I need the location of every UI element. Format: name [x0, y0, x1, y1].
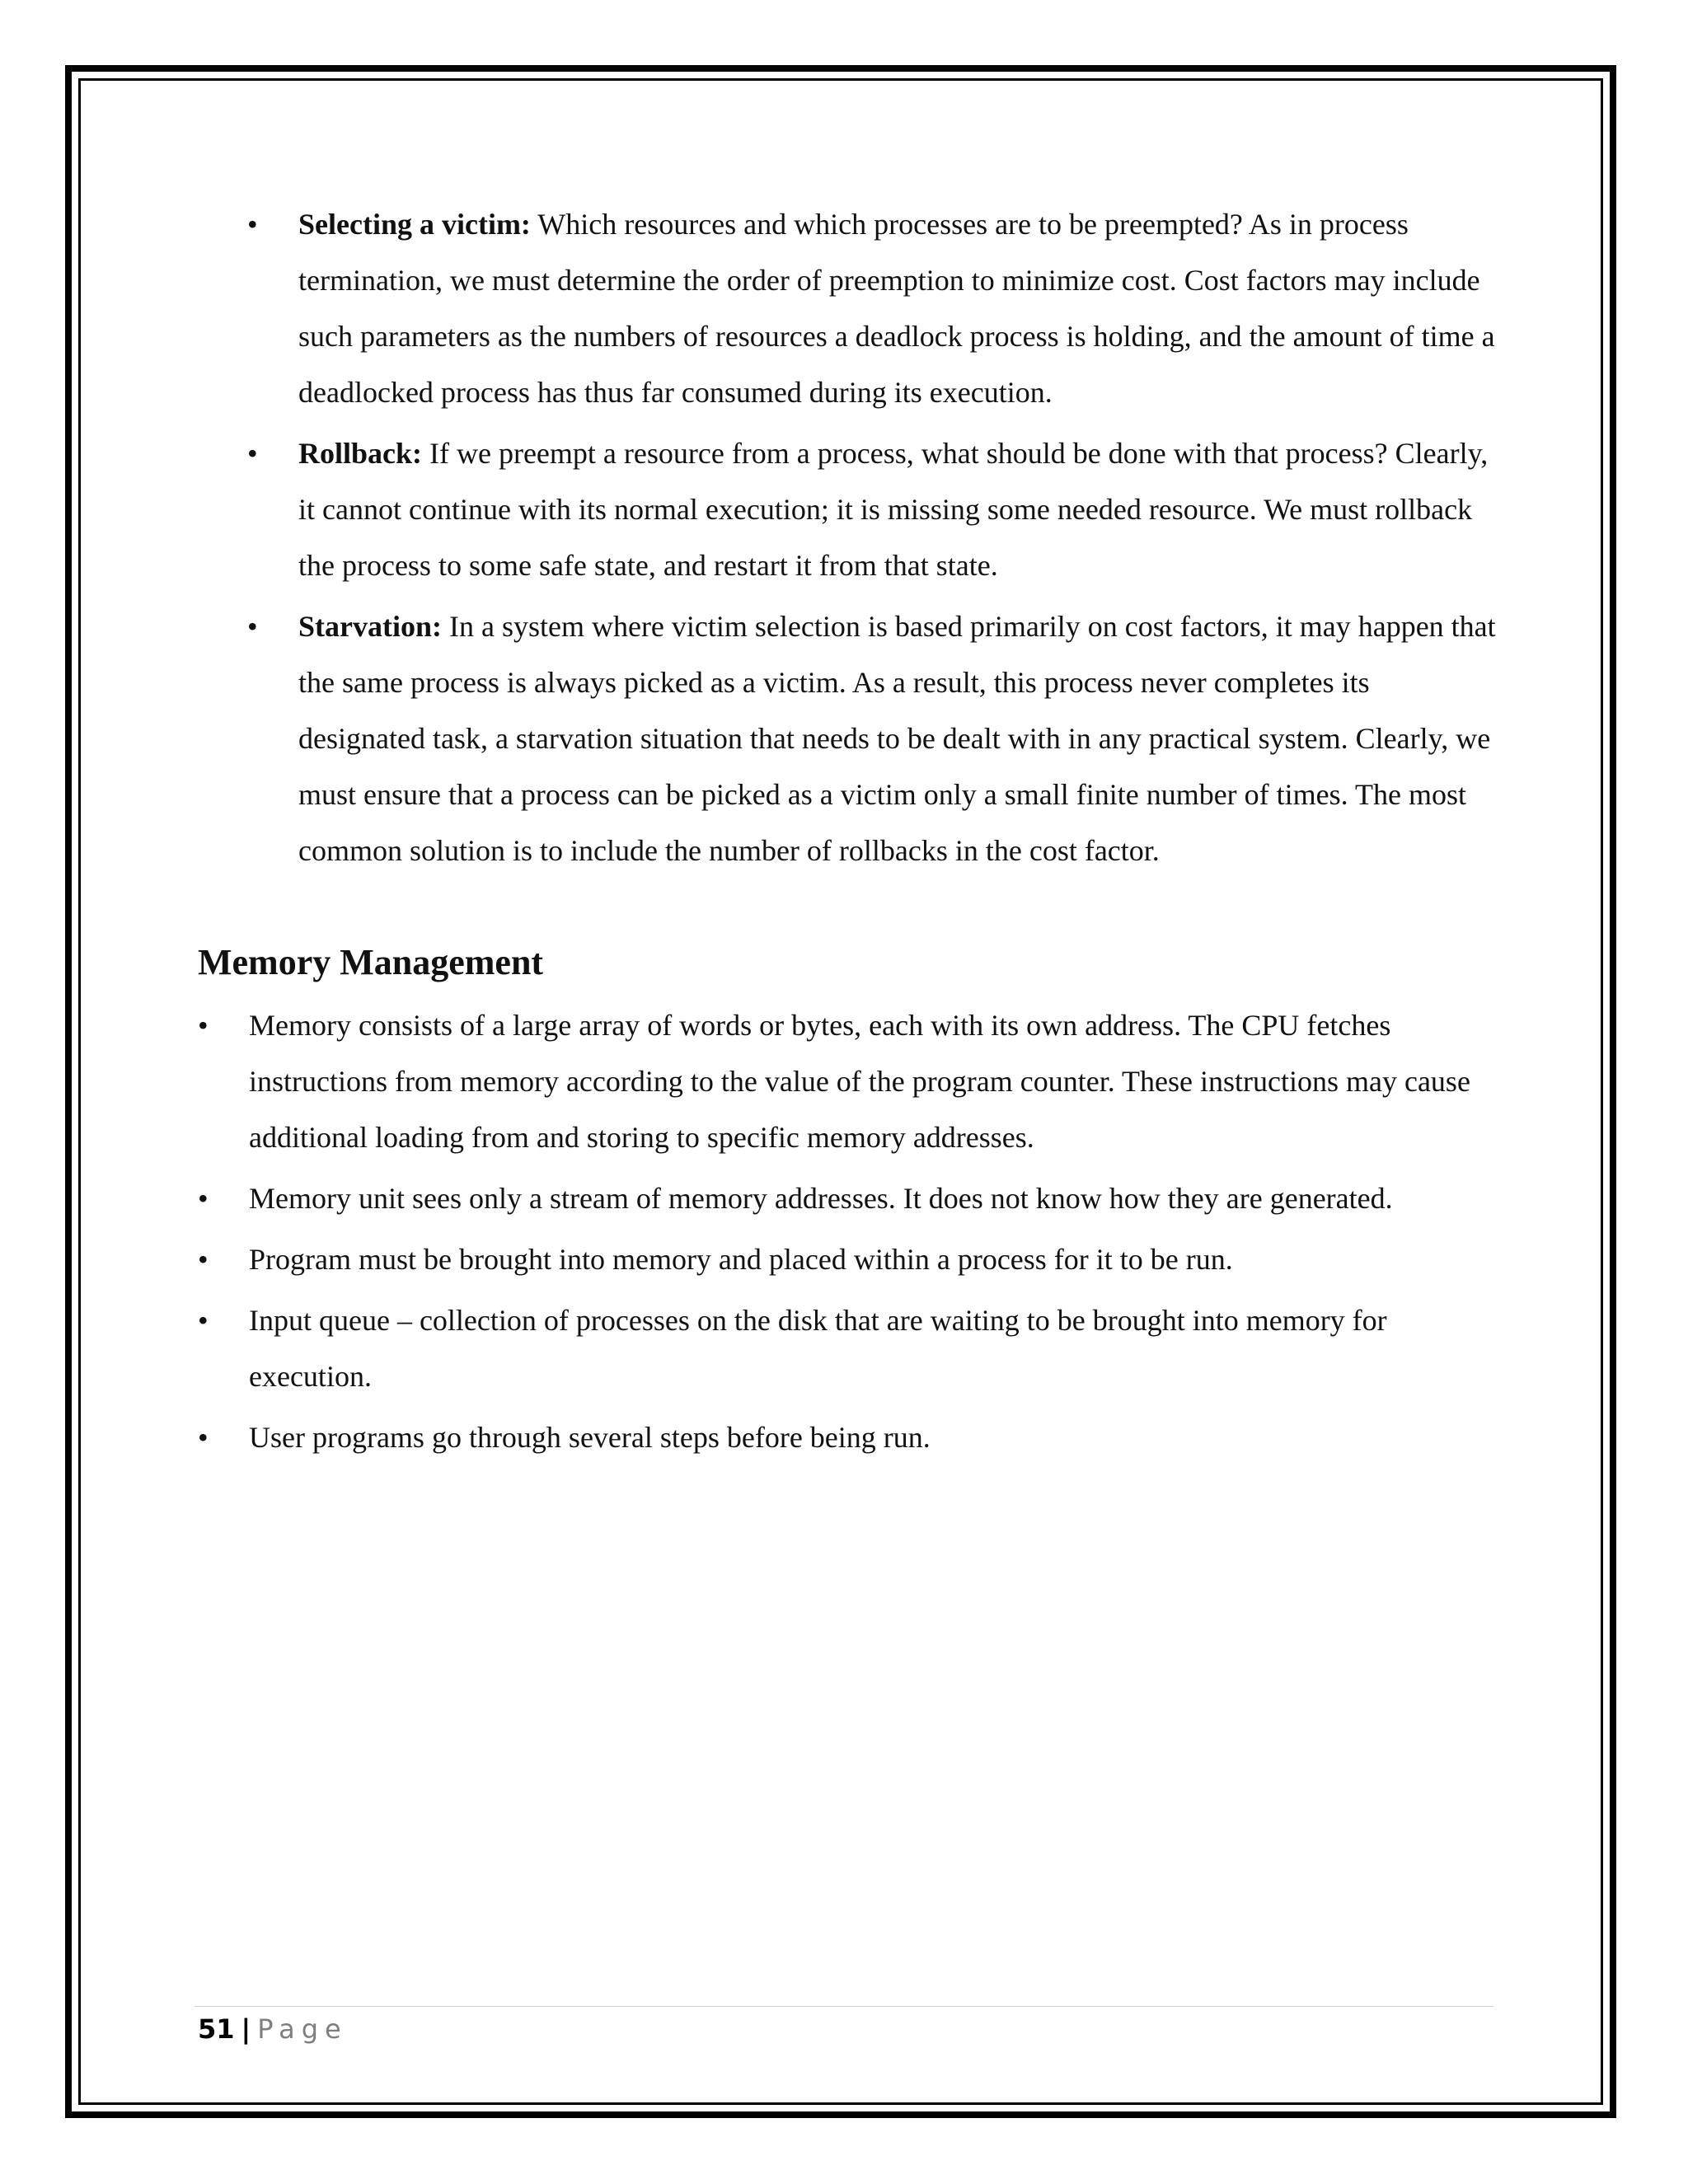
bullet-icon: • [247, 208, 258, 241]
bullet-term: Rollback: [298, 437, 423, 470]
list-item [198, 598, 1500, 879]
bullet-text: User programs go through several steps before being run. [249, 1421, 931, 1454]
page-content [198, 196, 1500, 1470]
bullet-text: Input queue – collection of processes on the disk that are waiting to be brought into memory for execution. [249, 1304, 1387, 1393]
bullet-icon: • [198, 1009, 209, 1042]
bullet-text: Which resources and which processes are to be preempted? As in process termination, we must determine the order of preemption to minimize cost. Cost factors may include such parameters as the numbers of resources a deadlock process is holding, and the amount of time a deadlocked process has thus far consumed during its execution. [298, 208, 1495, 409]
bullet-term: Selecting a victim: [298, 208, 531, 241]
footer-divider [195, 2006, 1493, 2007]
bullet-icon: • [198, 1304, 209, 1337]
list-item [198, 196, 1500, 420]
bullet-icon: • [198, 1243, 209, 1276]
bullet-icon: • [198, 1182, 209, 1215]
bullet-text: If we preempt a resource from a process, what should be done with that process? Clearly, it cannot continue with its normal execution; it is missing some needed resource. We must rollback the process to some safe state, and restart it from that state. [298, 437, 1489, 582]
bullet-text: Memory unit sees only a stream of memory addresses. It does not know how they are generated. [249, 1182, 1393, 1215]
bullet-term: Starvation: [298, 610, 442, 643]
bullet-text: Program must be brought into memory and placed within a process for it to be run. [249, 1243, 1233, 1276]
bullet-icon: • [247, 610, 258, 643]
bullet-icon: • [247, 437, 258, 470]
bullet-text: Memory consists of a large array of words or bytes, each with its own address. The CPU fetches instructions from memory according to the value of the program counter. These instructions may cause additional loading from and storing to specific memory addresses. [249, 1009, 1470, 1154]
list-item [198, 425, 1500, 593]
page-footer [198, 2009, 348, 2049]
bullet-text: In a system where victim selection is based primarily on cost factors, it may happen that the same process is always picked as a victim. As a result, this process never completes its designated task, a starvation situation that needs to be dealt with in any practical system. Clearly, we must ensure that a process can be picked as a victim only a small finite number of times. The most common solution is to include the number of rollbacks in the cost factor. [298, 610, 1496, 867]
footer-separator: | [241, 2013, 251, 2045]
memory-bullet-list [198, 997, 1500, 1465]
list-item [198, 1170, 1500, 1226]
bullet-icon: • [198, 1421, 209, 1454]
page-label: Page [257, 2013, 348, 2045]
list-item [198, 1409, 1500, 1465]
recovery-bullet-list [198, 196, 1500, 879]
section-heading: Memory Management [198, 942, 544, 982]
list-item [198, 1231, 1500, 1287]
list-item [198, 1292, 1500, 1404]
list-item [198, 997, 1500, 1165]
page-number: 51 [198, 2013, 235, 2045]
